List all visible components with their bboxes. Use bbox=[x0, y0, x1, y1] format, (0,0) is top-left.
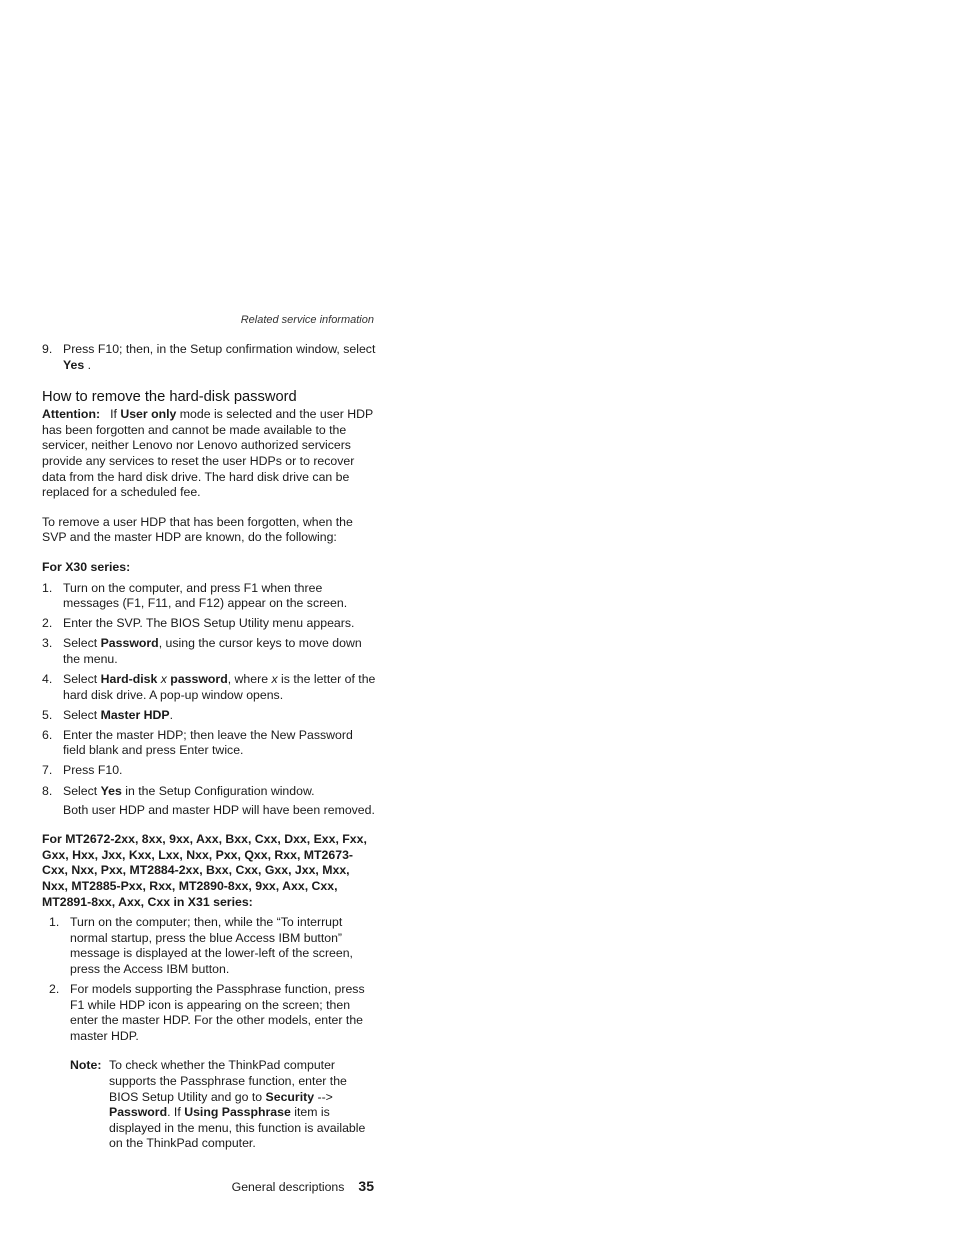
running-header: Related service information bbox=[240, 314, 374, 326]
x30-heading: For X30 series: bbox=[42, 559, 131, 574]
page-footer bbox=[42, 1178, 374, 1194]
x31-heading: For MT2672-2xx, 8xx, 9xx, Axx, Bxx, Cxx, Dxx, Exx, Fxx, Gxx, Hxx, Jxx, Kxx, Lxx, Nxx, Pxx, Qxx, Rxx, MT2673-Cxx, Nxx, Pxx, MT2884-2xx, Bxx, Cxx, Gxx, Jxx, Mxx, Nxx, MT2885-Pxx, Rxx, MT2890-8xx, 9xx, Axx, Cxx, MT2891-8xx, Axx, Cxx in X31 series: bbox=[42, 832, 367, 909]
list-item: 8. Select Yes in the Setup Configuration window. bbox=[42, 783, 315, 798]
main-column bbox=[42, 342, 376, 1152]
list-item: 3. Select Password, using the cursor keys to move down the menu. bbox=[42, 636, 362, 666]
step-text: Press F10; then, in the Setup confirmation window, select Yes . bbox=[63, 342, 376, 372]
x31-steps bbox=[42, 915, 376, 1044]
list-item: 2. For models supporting the Passphrase function, press F1 while HDP icon is appearing on the screen; then enter the master HDP. For the other models, enter the master HDP. bbox=[49, 982, 365, 1043]
note-text: To check whether the ThinkPad computer supports the Passphrase function, enter the BIOS Setup Utility and go to Security --> Password. If Using Passphrase item is displayed in the menu, this function is available on the ThinkPad computer. bbox=[109, 1058, 366, 1151]
list-item: 4. Select Hard-disk x password, where x is the letter of the hard disk drive. A pop-up window opens. bbox=[42, 672, 376, 702]
step-number: 9. bbox=[42, 342, 53, 356]
footer-section: General descriptions bbox=[231, 1180, 345, 1194]
note-block bbox=[70, 1058, 376, 1152]
note-label: Note: bbox=[70, 1058, 102, 1073]
list-item: 5. Select Master HDP. bbox=[42, 707, 174, 722]
list-item bbox=[42, 342, 376, 373]
attention-paragraph: Attention: If User only mode is selected and the user HDP has been forgotten and cannot be made available to the servicer, neither Lenovo nor Lenovo authorized servicers provide any services to reset the user HDPs or to recover data from the hard disk drive. The hard disk drive can be replaced for a scheduled fee. bbox=[42, 407, 373, 500]
list-item: 7. Press F10. bbox=[42, 763, 123, 778]
list-item: 2. Enter the SVP. The BIOS Setup Utility menu appears. bbox=[42, 616, 355, 631]
intro-paragraph: To remove a user HDP that has been forgotten, when the SVP and the master HDP are known, do the following: bbox=[42, 514, 353, 545]
list-item: 1. Turn on the computer, and press F1 when three messages (F1, F11, and F12) appear on the screen. bbox=[42, 580, 348, 611]
page-number: 35 bbox=[358, 1178, 374, 1194]
list-item: 1. Turn on the computer; then, while the “To interrupt normal startup, press the blue Access IBM button” message is displayed at the lower-left of the screen, press the Access IBM button. bbox=[49, 915, 353, 976]
x30-result: Both user HDP and master HDP will have been removed. bbox=[63, 802, 375, 817]
section-title: How to remove the hard-disk password bbox=[42, 389, 297, 406]
list-item: 6. Enter the master HDP; then leave the New Password field blank and press Enter twice. bbox=[42, 727, 353, 758]
